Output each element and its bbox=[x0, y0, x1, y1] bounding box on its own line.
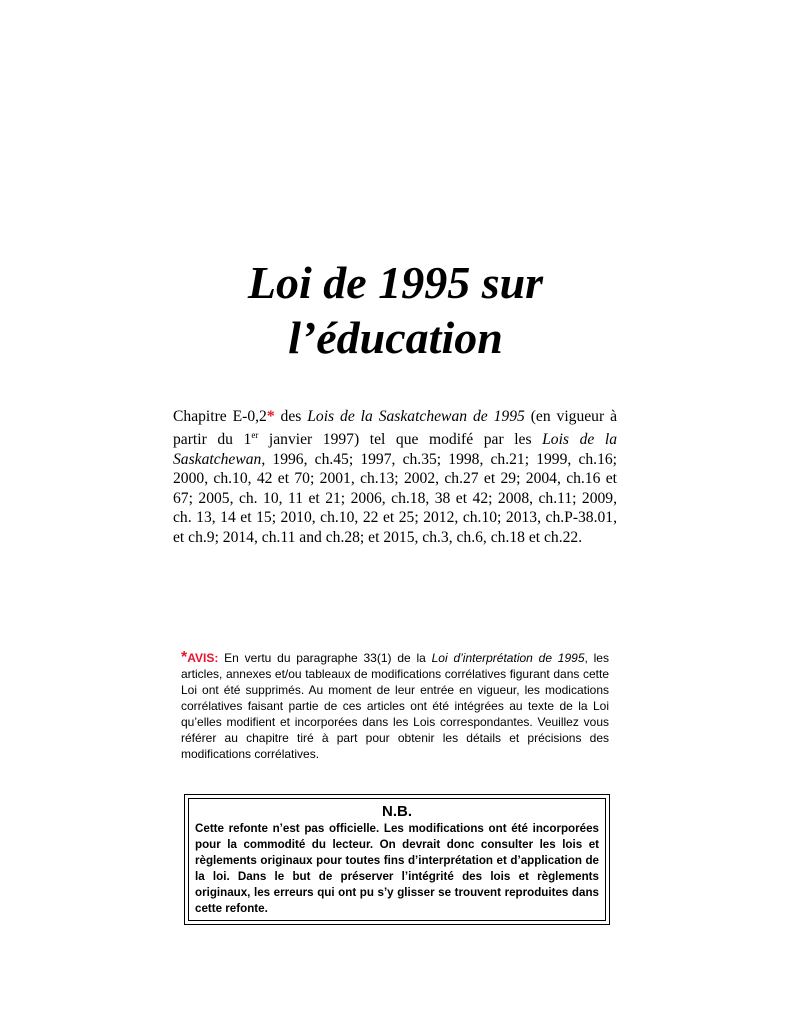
statute-title: Lois de la Saskatchewan de 1995 bbox=[307, 408, 525, 425]
nb-text: Cette refonte n’est pas officielle. Les modifications ont été incorporées pour la commodité du lecteur. On devrait donc consulter les lois et règlements originaux pour toutes fins d’interprétation et d’application de la loi. Dans le but de préserver l’intégrité des lois et règlements originaux, les erreurs qui ont pu s’y glisser se trouvent reproduites dans cette refonte. bbox=[195, 822, 599, 915]
nb-title: N.B. bbox=[382, 803, 412, 820]
in-force-sup: er bbox=[251, 430, 259, 441]
notice-paragraph bbox=[181, 650, 609, 762]
amendments-list: , 1996, ch.45; 1997, ch.35; 1998, ch.21; 1999, ch.16; 2000, ch.10, 42 et 70; 2001, ch.13; 2002, ch.27 et 29; 2004, ch.16 et 67; 2005, ch. 10, 11 et 21; 2006, ch.18, 38 et 42; 2008, ch.11; 2009, ch. 13, 14 et 15; 2010, ch.10, 22 et 25; 2012, ch.10; 2013, ch.P-38.01, et ch.9; 2014, ch.11 and ch.28; et 2015, ch.3, ch.6, ch.18 et ch.22. bbox=[173, 451, 617, 546]
notice-text-before: En vertu du paragraphe 33(1) de la bbox=[218, 651, 432, 665]
document-title bbox=[0, 255, 791, 365]
chapter-asterisk: * bbox=[266, 408, 275, 425]
chapter-citation bbox=[173, 407, 617, 547]
in-force-text: (en vigueur à partir du 1 bbox=[173, 408, 618, 449]
in-force-text-after: janvier 1997) tel que modifé par les bbox=[258, 431, 543, 449]
amended-by-title: Lois de la Saskatchewan bbox=[173, 431, 617, 468]
notice-label: AVIS: bbox=[187, 651, 219, 665]
notice-text-after: , les articles, annexes et/ou tableaux de modifications corrélatives figurant dans cette Loi ont été supprimés. Au moment de leur entrée en vigueur, les modications corrélatives faisant partie de ces articles ont été intégrées au texte de la Loi qu’elles modifient et incorporées dans les Lois correspondantes. Veuillez vous référer au chapitre tiré à part pour obtenir les détails et précisions des modifications corrélatives. bbox=[181, 651, 609, 761]
nb-box-inner-border bbox=[188, 798, 606, 921]
nb-box bbox=[184, 794, 610, 925]
chapter-des: des bbox=[274, 408, 308, 425]
title-line-1: Loi de 1995 sur bbox=[247, 257, 544, 308]
notice-asterisk: * bbox=[181, 649, 188, 666]
title-line-2: l’éducation bbox=[288, 312, 503, 363]
chapter-number: Chapitre E-0,2 bbox=[173, 408, 267, 425]
notice-act-name: Loi d’interprétation de 1995 bbox=[431, 651, 585, 665]
